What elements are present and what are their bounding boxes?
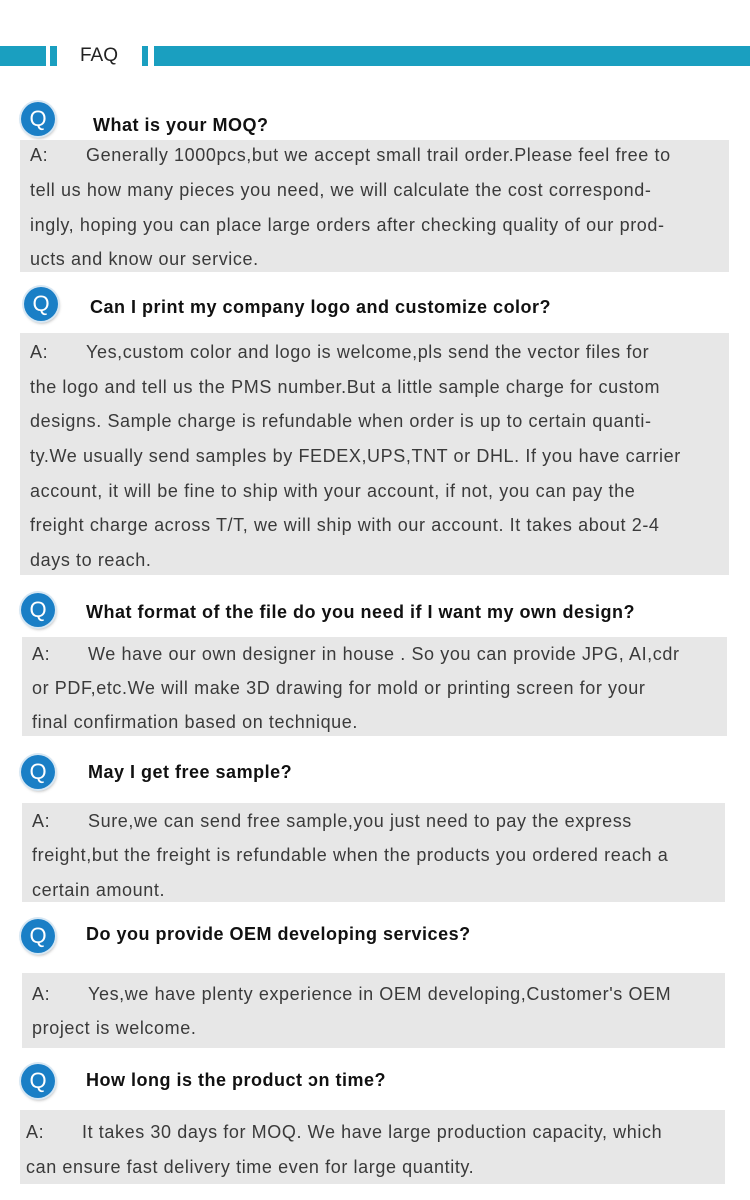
faq-answer-1	[20, 140, 729, 272]
answer-text: freight charge across T/T, we will ship with our account. It takes about 2-4	[30, 515, 660, 535]
answer-text: ucts and know our service.	[30, 249, 259, 269]
question-icon: Q	[21, 919, 55, 953]
question-text: May I get free sample?	[88, 762, 293, 782]
faq-header	[0, 46, 750, 66]
answer-label: A:	[32, 984, 51, 1004]
faq-answer-4	[22, 803, 725, 902]
answer-text: account, it will be fine to ship with your account, if not, you can pay the	[30, 481, 636, 501]
answer-text: can ensure fast delivery time even for large quantity.	[26, 1157, 475, 1177]
page-title: FAQ	[80, 45, 119, 66]
header-bar-right	[154, 46, 750, 66]
answer-text: Yes,custom color and logo is welcome,pls send the vector files for	[86, 342, 650, 362]
answer-text: ingly, hoping you can place large orders after checking quality of our prod-	[30, 215, 665, 235]
faq-question-3	[0, 593, 750, 629]
faq-question-5	[0, 919, 750, 955]
answer-text: Sure,we can send free sample,you just need to pay the express	[88, 811, 632, 831]
question-icon: Q	[21, 593, 55, 627]
answer-label: A:	[30, 342, 49, 362]
answer-text: project is welcome.	[32, 1018, 197, 1038]
answer-text: designs. Sample charge is refundable when order is up to certain quanti-	[30, 411, 652, 431]
question-icon: Q	[21, 102, 55, 136]
answer-label: A:	[30, 145, 49, 165]
answer-text: days to reach.	[30, 550, 152, 570]
answer-text: freight,but the freight is refundable when the products you ordered reach a	[32, 845, 669, 865]
faq-answer-5	[22, 973, 725, 1048]
question-text: What format of the file do you need if I want my own design?	[86, 602, 636, 622]
answer-text: tell us how many pieces you need, we will calculate the cost correspond-	[30, 180, 652, 200]
answer-text: certain amount.	[32, 880, 166, 900]
answer-label: A:	[32, 811, 51, 831]
question-text: Do you provide OEM developing services?	[86, 924, 471, 944]
faq-answer-3	[22, 637, 727, 736]
answer-text: Generally 1000pcs,but we accept small trail order.Please feel free to	[86, 145, 671, 165]
question-text: Can I print my company logo and customize color?	[90, 297, 552, 317]
answer-text: the logo and tell us the PMS number.But a little sample charge for custom	[30, 377, 661, 397]
faq-question-4	[0, 755, 750, 791]
faq-question-6	[0, 1064, 750, 1100]
answer-text: We have our own designer in house . So you can provide JPG, AI,cdr	[88, 644, 680, 664]
question-icon: Q	[21, 755, 55, 789]
question-text: How long is the product ɔn time?	[86, 1070, 387, 1090]
header-bar-left	[0, 46, 46, 66]
question-icon: Q	[24, 287, 58, 321]
answer-text: final confirmation based on technique.	[32, 712, 358, 732]
faq-question-2	[0, 287, 750, 323]
faq-answer-6	[20, 1110, 725, 1184]
faq-answer-2	[20, 333, 729, 575]
faq-question-1	[0, 102, 750, 138]
answer-label: A:	[32, 644, 51, 664]
answer-text: or PDF,etc.We will make 3D drawing for mold or printing screen for your	[32, 678, 646, 698]
question-icon: Q	[21, 1064, 55, 1098]
answer-text: It takes 30 days for MOQ. We have large production capacity, which	[82, 1122, 663, 1142]
answer-label: A:	[26, 1122, 45, 1142]
answer-text: ty.We usually send samples by FEDEX,UPS,TNT or DHL. If you have carrier	[30, 446, 681, 466]
header-bar-tick	[142, 46, 148, 66]
question-text: What is your MOQ?	[93, 115, 269, 135]
answer-text: Yes,we have plenty experience in OEM developing,Customer's OEM	[88, 984, 672, 1004]
header-bar-tick	[50, 46, 57, 66]
